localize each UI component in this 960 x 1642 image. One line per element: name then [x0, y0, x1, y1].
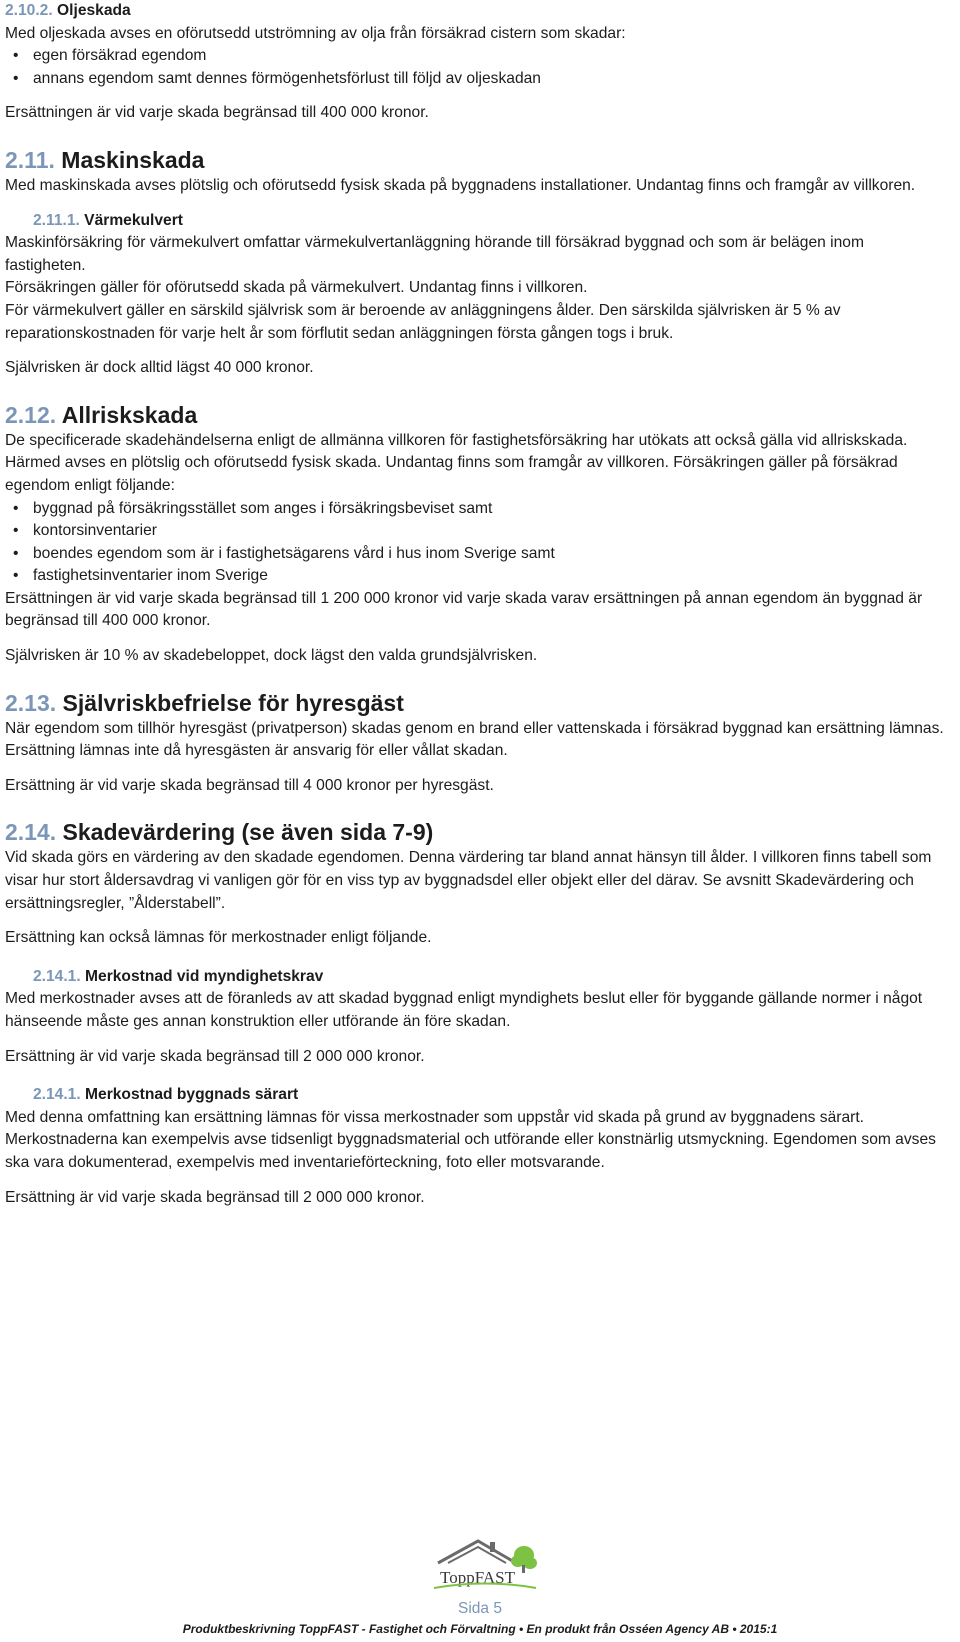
section-number: 2.13. [5, 689, 57, 716]
paragraph: Försäkringen gäller för oförutsedd skada på värmekulvert. Undantag finns i villkoren. [5, 279, 588, 297]
section-number: 2.14. [5, 819, 57, 846]
section-title: Självriskbefrielse för hyresgäst [62, 689, 404, 716]
paragraph: Ersättning kan också lämnas för merkostnader enligt följande. [5, 929, 432, 947]
section-number: 2.11.1. [33, 211, 80, 229]
paragraph: Ersättning är vid varje skada begränsad till 2 000 000 kronor. [5, 1188, 425, 1206]
paragraph: För värmekulvert gäller en särskild självrisk som är beroende av anläggningens ålder. Den särskilda självrisken är 5 % av reparationskostnaden för varje helt år som förflutit sedan anläggningen första gången togs i bruk. [5, 301, 841, 342]
section-number: 2.14.1. [33, 967, 81, 985]
list-item: • annans egendom samt dennes förmögenhetsförlust till följd av oljeskadan [5, 68, 945, 91]
list-item: • fastighetsinventarier inom Sverige [5, 565, 945, 588]
heading-2-14-1-authority [5, 966, 945, 989]
section-number: 2.10.2. [5, 2, 53, 19]
logo-wordmark: ToppFAST [440, 1568, 516, 1587]
section-title: Skadevärdering (se även sida 7-9) [62, 819, 434, 846]
heading-2-13 [5, 688, 945, 718]
toppfast-logo [430, 1533, 540, 1593]
list-item: • kontorsinventarier [5, 520, 945, 543]
heading-2-11 [5, 145, 945, 175]
heading-2-11-1 [5, 210, 945, 233]
section-title: Oljeskada [57, 2, 131, 19]
heading-2-14-1-character [5, 1084, 945, 1107]
paragraph: Med denna omfattning kan ersättning lämnas för vissa merkostnader som uppstår vid skada på grund av byggnadens särart. Merkostnaderna kan exempelvis avse tidsenligt byggnadsmaterial och utförande eller konstnärlig utsmyckning. Egendomen som avses ska vara dokumenterad, exempelvis med inventarieförteckning, foto eller motsvarande. [5, 1108, 936, 1171]
page-number: Sida 5 [458, 1600, 502, 1617]
bullet-list [5, 45, 945, 90]
paragraph: De specificerade skadehändelserna enligt de allmänna villkoren för fastighetsförsäkring har utökats att också gälla vid allriskskada. Härmed avses en plötslig och oförutsedd fysisk skada. Undantag finns som framgår av villkoren. Försäkringen gäller på försäkrad egendom enligt följande: [5, 431, 908, 494]
list-item: • byggnad på försäkringsstället som anges i försäkringsbeviset samt [5, 498, 945, 521]
paragraph: Ersättning är vid varje skada begränsad till 4 000 kronor per hyresgäst. [5, 776, 494, 794]
paragraph: Självrisken är dock alltid lägst 40 000 kronor. [5, 359, 314, 377]
bullet-list [5, 498, 945, 588]
section-number: 2.11. [5, 146, 55, 173]
list-item: • boendes egendom som är i fastighetsägarens vård i hus inom Sverige samt [5, 543, 945, 566]
section-title: Merkostnad vid myndighetskrav [85, 967, 324, 985]
list-item: • egen försäkrad egendom [5, 45, 945, 68]
paragraph: Ersättningen är vid varje skada begränsad till 1 200 000 kronor vid varje skada varav ersättningen på annan egendom än byggnad är begränsad till 400 000 kronor. [5, 589, 923, 630]
section-title: Allriskskada [61, 401, 198, 428]
document-page [5, 0, 945, 1209]
house-roof-icon [438, 1541, 516, 1563]
section-title: Merkostnad byggnads särart [85, 1086, 299, 1104]
heading-2-10-2 [5, 0, 945, 23]
paragraph: Med merkostnader avses att de föranleds av att skadad byggnad enligt myndighets beslut eller för byggande gällande normer i något hänseende måste ges annan konstruktion eller utförande än före skadan. [5, 990, 923, 1030]
paragraph: Ersättningen är vid varje skada begränsad till 400 000 kronor. [5, 104, 429, 122]
heading-2-12 [5, 400, 945, 430]
heading-2-14 [5, 817, 945, 847]
paragraph: Ersättning är vid varje skada begränsad till 2 000 000 kronor. [5, 1047, 425, 1065]
section-title: Värmekulvert [84, 211, 183, 229]
section-number: 2.14.1. [33, 1086, 81, 1104]
paragraph: Med oljeskada avses en oförutsedd utströmning av olja från försäkrad cistern som skadar: [5, 24, 626, 42]
paragraph: När egendom som tillhör hyresgäst (privatperson) skadas genom en brand eller vattenskada i försäkrad byggnad kan ersättning lämnas. Ersättning lämnas inte då hyresgästen är ansvarig för eller vållat skadan. [5, 719, 944, 760]
section-title: Maskinskada [61, 146, 205, 173]
paragraph: Maskinförsäkring för värmekulvert omfattar värmekulvertanläggning hörande till försäkrad byggnad och som är belägen inom fastigheten. [5, 234, 864, 274]
footer-line: Produktbeskrivning ToppFAST - Fastighet och Förvaltning • En produkt från Osséen Agency AB • 2015:1 [182, 1622, 778, 1636]
section-number: 2.12. [5, 401, 57, 428]
paragraph: Vid skada görs en värdering av den skadade egendomen. Denna värdering tar bland annat hänsyn till ålder. I villkoren finns tabell som visar hur stort åldersavdrag vi vanligen gör för en viss typ av byggnadsdel eller objekt eller del därav. Se avsnitt Skadevärdering och ersättningsregler, ”Ålderstabell”. [5, 849, 932, 912]
paragraph: Med maskinskada avses plötslig och oförutsedd fysisk skada på byggnadens installationer. Undantag finns och framgår av villkoren. [5, 176, 916, 194]
paragraph: Självrisken är 10 % av skadebeloppet, dock lägst den valda grundsjälvrisken. [5, 647, 538, 665]
